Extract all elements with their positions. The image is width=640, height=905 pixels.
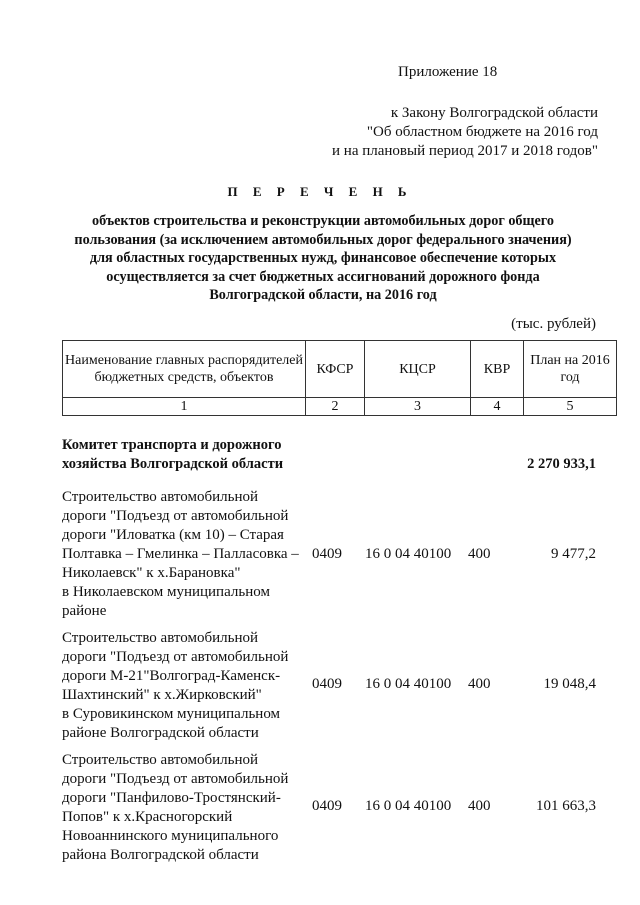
kfsr-cell: 0409 [312, 546, 342, 562]
object-name-line: в Николаевском муниципальном [62, 584, 270, 600]
kvr-cell: 400 [468, 798, 491, 814]
column-number: 1 [63, 398, 306, 416]
object-name-line: района Волгоградской области [62, 847, 259, 863]
table-row [62, 629, 596, 743]
object-name-line: Шахтинский" к х.Жирковский" [62, 687, 262, 703]
subtitle-line: Волгоградской области, на 2016 год [209, 287, 437, 303]
law-line: "Об областном бюджете на 2016 год [366, 124, 598, 140]
object-name-line: дороги "Панфилово-Тростянский- [62, 790, 281, 806]
plan-cell: 101 663,3 [536, 798, 596, 814]
committee-name-line: Комитет транспорта и дорожного [62, 437, 282, 453]
object-name-line: Полтавка – Гмелинка – Палласовка – [62, 546, 299, 562]
object-name-line: в Суровикинском муниципальном [62, 706, 281, 722]
column-number: 2 [306, 398, 365, 416]
object-name [62, 751, 302, 865]
kvr-cell: 400 [468, 546, 491, 562]
table-row [62, 488, 596, 621]
object-name-line: Строительство автомобильной [62, 752, 259, 768]
budget-table-header [62, 340, 617, 416]
object-name-line: дороги "Подъезд от автомобильной [62, 508, 289, 524]
column-number-row [63, 398, 617, 416]
object-name-line: Николаевск" к х.Барановка" [62, 565, 241, 581]
header-kfsr: КФСР [306, 341, 365, 398]
column-number: 4 [471, 398, 524, 416]
document-title: П Е Р Е Ч Е Н Ь [227, 184, 413, 199]
object-name [62, 488, 302, 621]
kcsr-cell: 16 0 04 40100 [365, 798, 452, 814]
kvr-cell: 400 [468, 676, 491, 692]
committee-row [62, 436, 596, 476]
subtitle-line: для областных государственных нужд, финансовое обеспечение которых [89, 250, 557, 266]
subtitle-line: пользования (за исключением автомобильных дорог федерального значения) [74, 231, 572, 248]
object-name-line: Строительство автомобильной [62, 489, 259, 505]
object-name-line: дороги "Иловатка (км 10) – Старая [62, 527, 284, 543]
column-number: 3 [365, 398, 471, 416]
subtitle-line: осуществляется за счет бюджетных ассигнований дорожного фонда [106, 268, 540, 285]
kcsr-cell: 16 0 04 40100 [365, 676, 452, 692]
kfsr-cell: 0409 [312, 676, 342, 692]
law-reference [332, 104, 598, 161]
header-name: Наименование главных распорядителей бюджетных средств, объектов [63, 341, 306, 398]
column-number: 5 [524, 398, 617, 416]
object-name-line: дороги "Подъезд от автомобильной [62, 771, 289, 787]
kcsr-cell: 16 0 04 40100 [365, 546, 452, 562]
object-name-line: дороги М-21"Волгоград-Каменск- [62, 668, 281, 684]
object-name-line: Новоаннинского муниципального [62, 828, 279, 844]
header-kvr: КВР [471, 341, 524, 398]
committee-name-line: хозяйства Волгоградской области [62, 456, 284, 472]
units-label: (тыс. рублей) [511, 316, 596, 332]
table-header-row [63, 341, 617, 398]
header-kcsr: КЦСР [365, 341, 471, 398]
object-name-line: дороги "Подъезд от автомобильной [62, 649, 289, 665]
document-subtitle [58, 212, 588, 305]
object-name [62, 629, 302, 743]
law-line: к Закону Волгоградской области [390, 105, 598, 121]
object-name-line: районе Волгоградской области [62, 725, 259, 741]
plan-cell: 9 477,2 [551, 546, 596, 562]
kfsr-cell: 0409 [312, 798, 342, 814]
subtitle-line: объектов строительства и реконструкции автомобильных дорог общего [92, 213, 554, 229]
object-name-line: Строительство автомобильной [62, 630, 259, 646]
header-plan: План на 2016 год [524, 341, 617, 398]
committee-plan: 2 270 933,1 [527, 456, 596, 472]
appendix-label: Приложение 18 [398, 64, 498, 80]
plan-cell: 19 048,4 [543, 676, 596, 692]
law-line: и на плановый период 2017 и 2018 годов" [332, 143, 598, 159]
committee-name [62, 436, 302, 474]
object-name-line: районе [62, 603, 107, 619]
object-name-line: Попов" к х.Красногорский [62, 809, 233, 825]
table-row [62, 751, 596, 865]
